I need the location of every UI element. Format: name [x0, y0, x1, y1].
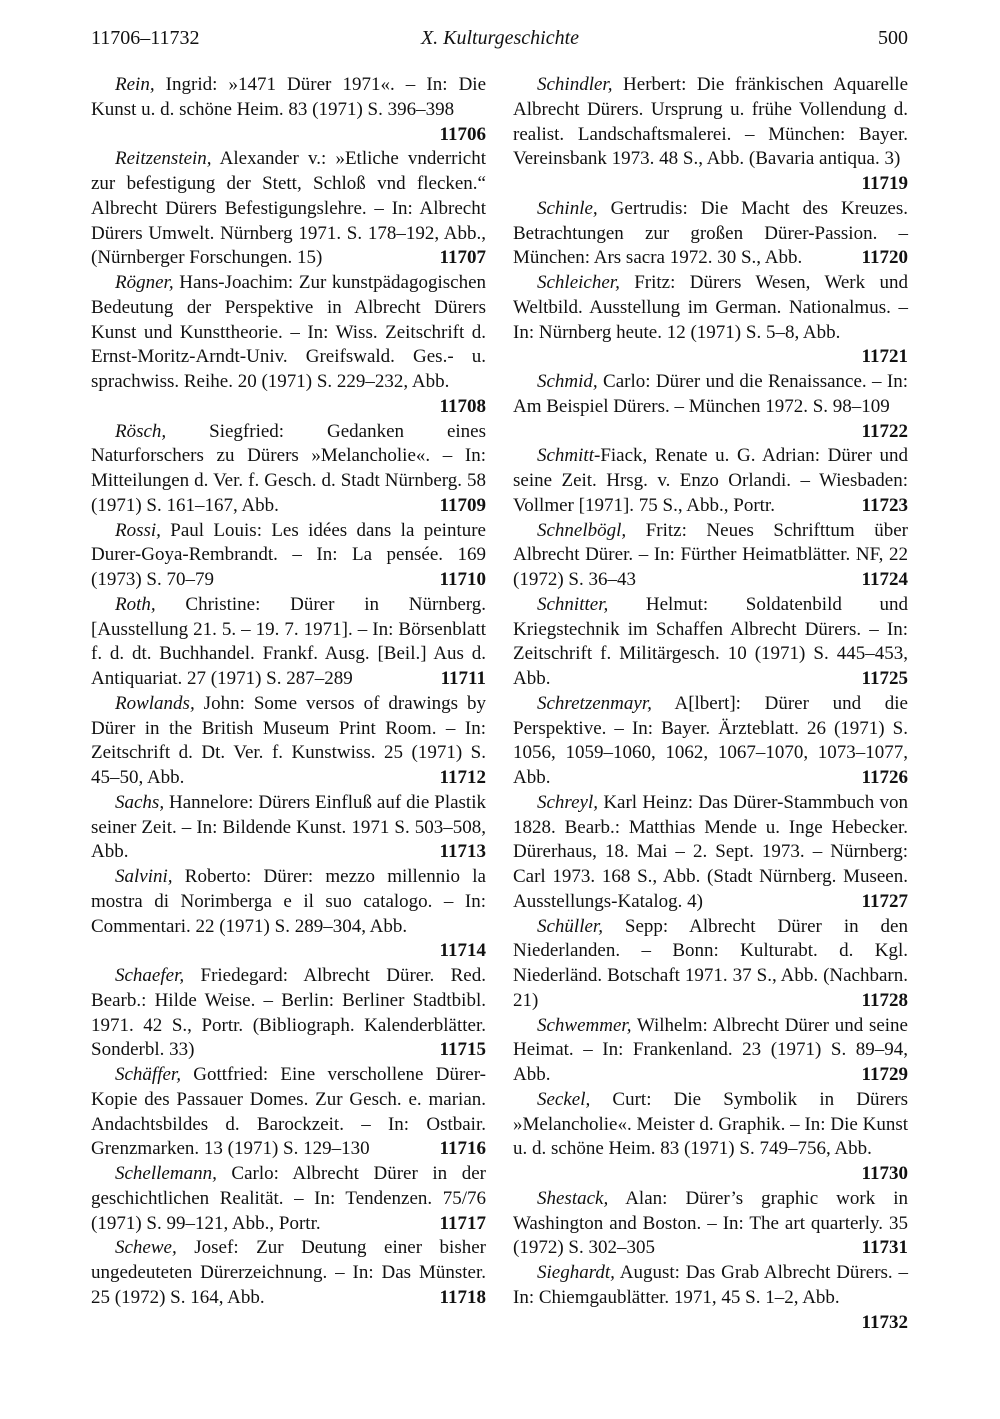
bibliography-entry — [513, 791, 908, 915]
entry-text: Siegfried: Gedanken eines Naturforschers zu Dürers »Melancholie«. – In: Mitteilungen d. Ver. f. Gesch. d. Stadt Nürnberg. 58 (1971) S. 161–167, Abb. — [91, 420, 486, 516]
entry-number: 11709 — [439, 494, 486, 516]
bibliography-entry — [513, 1187, 908, 1261]
entry-author: Sachs, — [115, 791, 165, 813]
entry-number: 11729 — [861, 1064, 908, 1085]
section-title: X. Kulturgeschichte — [420, 27, 580, 49]
bibliography-entry — [513, 73, 908, 197]
entry-author: Schretzenmayr, — [537, 692, 652, 714]
entry-number: 11722 — [861, 420, 908, 442]
bibliography-entry — [513, 692, 908, 791]
entry-author: Salvini, — [115, 866, 173, 887]
entry-text: Gertrudis: Die Macht des Kreuzes. Betrachtungen zur großen Dürer-Passion. – München: Ars sacra 1972. 30 S., Abb. — [513, 197, 908, 269]
entry-number: 11715 — [439, 1039, 486, 1061]
entry-number: 11719 — [861, 173, 908, 194]
entry-number: 11706 — [439, 123, 486, 145]
entry-author: Shestack, — [537, 1187, 609, 1209]
bibliography-entry — [91, 519, 486, 593]
entry-author: Schmid, — [537, 371, 598, 392]
right-column — [513, 73, 908, 1335]
entry-number: 11713 — [439, 841, 486, 863]
entry-number: 11724 — [861, 569, 908, 590]
entry-text: Alan: Dürer’s graphic work in Washington and Boston. – In: The art quarterly. 35 (1972) S. 302–305 — [513, 1187, 908, 1259]
bibliography-entry — [513, 1014, 908, 1088]
entry-author: Schnitter, — [537, 593, 609, 615]
entry-text: Herbert: Die fränkischen Aquarelle Albrecht Dürers. Ursprung u. frühe Vollendung d. realist. Landschaftsmalerei. – München: Bayer. Vereinsbank 1973. 48 S., Abb. (Bavaria antiqua. 3) — [513, 74, 908, 170]
left-column — [91, 73, 486, 1311]
entry-number: 11711 — [440, 668, 486, 689]
bibliography-entry — [513, 593, 908, 692]
entry-author: Schmitt — [537, 445, 594, 467]
entry-text: A[lbert]: Dürer und die Perspektive. – In: Bayer. Ärzteblatt. 26 (1971) S. 1056, 1059–1060, 1062, 1067–1070, 1073–1077, Abb. — [513, 692, 908, 788]
bibliography-entry — [513, 197, 908, 271]
entry-author: Rossi, — [115, 519, 161, 541]
entry-author: Schwemmer, — [537, 1014, 632, 1036]
entry-number: 11731 — [861, 1237, 908, 1259]
entry-number: 11727 — [861, 890, 908, 912]
entry-author: Rögner, — [115, 272, 174, 293]
bibliography-entry — [91, 73, 486, 147]
entry-text: Karl Heinz: Das Dürer-Stammbuch von 1828. Bearb.: Matthias Mende u. Inge Hebecker. Dürerhaus, 18. Mai – 2. Sept. 1973. – Nürnberg: Carl 1973. 168 S., Abb. (Stadt Nürnberg. Museen. Ausstellungs-Katalog. 4) — [513, 791, 908, 912]
entry-number: 11712 — [439, 767, 486, 788]
entry-text: Ingrid: »1471 Dürer 1971«. – In: Die Kunst u. d. schöne Heim. 83 (1971) S. 396–398 — [91, 74, 486, 120]
entry-number: 11718 — [439, 1286, 486, 1308]
bibliography-entry — [91, 865, 486, 964]
entry-author: Schüller, — [537, 915, 603, 937]
entry-number: 11707 — [439, 247, 486, 269]
entry-number: 11725 — [861, 668, 908, 689]
entry-number: 11726 — [861, 767, 908, 788]
entry-author: Rowlands, — [115, 692, 195, 714]
entry-author: Sieghardt, — [537, 1262, 615, 1283]
entry-text: Alexander v.: »Etliche vnderricht zur befestigung der Stett, Schloß vnd flecken.“ Albrecht Dürers Befestigungslehre. – In: Albrecht Dürers Umwelt. Nürnberg 1971. S. 178–192, Abb., (Nürnberger Forschungen. 15) — [91, 148, 486, 269]
entry-number: 11723 — [861, 494, 908, 516]
entry-number: 11717 — [439, 1212, 486, 1234]
entry-author: Schellemann, — [115, 1163, 217, 1184]
entry-text: John: Some versos of drawings by Dürer in the British Museum Print Room. – In: Zeitschrift d. Dt. Ver. f. Kunstwiss. 25 (1971) S. 45–50, Abb. — [91, 692, 486, 788]
entry-number: 11730 — [861, 1163, 908, 1184]
entry-author: Schreyl, — [537, 791, 599, 813]
entry-text: Roberto: Dürer: mezzo millennio la mostra di Norimberga e il suo catalogo. – In: Commentari. 22 (1971) S. 289–304, Abb. — [91, 866, 486, 937]
entry-text: -Fiack, Renate u. G. Adrian: Dürer und seine Zeit. Hrsg. v. Enzo Orlandi. – Wiesbaden: Vollmer [1971]. 75 S., Abb., Portr. — [513, 445, 908, 516]
bibliography-entry — [91, 1162, 486, 1236]
bibliography-entry — [91, 791, 486, 865]
entry-text: Friedegard: Albrecht Dürer. Red. Bearb.: Hilde Weise. – Berlin: Berliner Stadtbibl. 1971. 42 S., Portr. (Bibliograph. Kalenderblätter. Sonderbl. 33) — [91, 965, 486, 1061]
bibliography-entry — [91, 1236, 486, 1310]
entry-author: Schleicher, — [537, 272, 620, 293]
page-number: 500 — [878, 27, 908, 49]
entry-range: 11706–11732 — [91, 27, 200, 49]
entry-author: Schäffer, — [115, 1064, 181, 1085]
bibliography-entry — [513, 444, 908, 518]
bibliography-entry — [91, 964, 486, 1063]
entry-text: Carlo: Albrecht Dürer in der geschichtlichen Realität. – In: Tendenzen. 75/76 (1971) S. 99–121, Abb., Portr. — [91, 1163, 486, 1234]
entry-number: 11710 — [439, 569, 486, 590]
entry-text: Fritz: Dürers Wesen, Werk und Weltbild. Ausstellung im German. Nationalmus. – In: Nürnberg heute. 12 (1971) S. 5–8, Abb. — [513, 272, 908, 343]
bibliography-entry — [513, 370, 908, 444]
entry-author: Rein, — [115, 74, 155, 95]
entry-number: 11716 — [439, 1138, 486, 1160]
bibliography-entry — [513, 1261, 908, 1335]
entry-text: Wilhelm: Albrecht Dürer und seine Heimat. – In: Frankenland. 23 (1971) S. 89–94, Abb. — [513, 1014, 908, 1085]
entry-number: 11728 — [861, 989, 908, 1011]
entry-text: Hans-Joachim: Zur kunstpädagogischen Bedeutung der Perspektive in Albrecht Dürers Kunst und Kunsttheorie. – In: Wiss. Zeitschrift d. Ernst-Moritz-Arndt-Univ. Greifswald. Ges.- u. sprachwiss. Reihe. 20 (1971) S. 229–232, Abb. — [91, 272, 486, 392]
bibliography-entry — [513, 1088, 908, 1187]
entry-text: Gottfried: Eine verschollene Dürer-Kopie des Passauer Domes. Zur Gesch. e. marian. Andachtsbildes d. Barockzeit. – In: Ostbair. Grenzmarken. 13 (1971) S. 129–130 — [91, 1064, 486, 1160]
entry-text: Josef: Zur Deutung einer bisher ungedeuteten Dürerzeichnung. – In: Das Münster. 25 (1972) S. 164, Abb. — [91, 1237, 486, 1308]
entry-number: 11732 — [861, 1311, 908, 1333]
entry-author: Schaefer, — [115, 965, 185, 986]
entry-text: Curt: Die Symbolik in Dürers »Melancholie«. Meister d. Graphik. – In: Die Kunst u. d. schöne Heim. 83 (1971) S. 749–756, Abb. — [513, 1088, 908, 1160]
entry-number: 11721 — [861, 346, 908, 368]
bibliography-entry — [91, 1063, 486, 1162]
entry-text: Paul Louis: Les idées dans la peinture Durer-Goya-Rembrandt. – In: La pensée. 169 (1973) S. 70–79 — [91, 519, 486, 590]
entry-author: Schinle, — [537, 197, 598, 219]
entry-text: August: Das Grab Albrecht Dürers. – In: Chiemgaublätter. 1971, 45 S. 1–2, Abb. — [513, 1262, 908, 1308]
entry-text: Hannelore: Dürers Einfluß auf die Plastik seiner Zeit. – In: Bildende Kunst. 1971 S. 503–508, Abb. — [91, 791, 486, 863]
entry-author: Rösch, — [115, 420, 167, 442]
entry-text: Helmut: Soldatenbild und Kriegstechnik im Schaffen Albrecht Dürers. – In: Zeitschrift f. Militärgesch. 10 (1971) S. 445–453, Abb. — [513, 593, 908, 689]
entry-author: Schewe, — [115, 1237, 177, 1259]
bibliography-entry — [91, 692, 486, 791]
bibliography-entry — [513, 519, 908, 593]
bibliography-entry — [513, 915, 908, 1014]
entry-text: Christine: Dürer in Nürnberg. [Ausstellung 21. 5. – 19. 7. 1971]. – In: Börsenblatt f. d. dt. Buchhandel. Frankf. Ausg. [Beil.] Aus d. Antiquariat. 27 (1971) S. 287–289 — [91, 593, 486, 689]
entry-author: Roth, — [115, 593, 156, 615]
bibliography-entry — [91, 420, 486, 519]
entry-author: Schindler, — [537, 74, 613, 95]
bibliography-entry — [91, 147, 486, 271]
entry-author: Reitzenstein, — [115, 148, 212, 170]
entry-author: Seckel, — [537, 1088, 591, 1110]
entry-number: 11714 — [439, 940, 486, 962]
entry-text: Fritz: Neues Schrifttum über Albrecht Dürer. – In: Fürther Heimatblätter. NF, 22 (1972) S. 36–43 — [513, 519, 908, 590]
bibliography-entry — [513, 271, 908, 370]
entry-text: Carlo: Dürer und die Renaissance. – In: Am Beispiel Dürers. – München 1972. S. 98–109 — [513, 371, 908, 417]
bibliography-entry — [91, 271, 486, 420]
entry-author: Schnelbögl, — [537, 519, 627, 541]
entry-number: 11708 — [439, 395, 486, 417]
bibliography-entry — [91, 593, 486, 692]
entry-number: 11720 — [861, 247, 908, 269]
entry-text: Sepp: Albrecht Dürer in den Niederlanden. – Bonn: Kulturabt. d. Kgl. Niederländ. Botschaft 1971. 37 S., Abb. (Nachbarn. 21) — [513, 915, 908, 1011]
